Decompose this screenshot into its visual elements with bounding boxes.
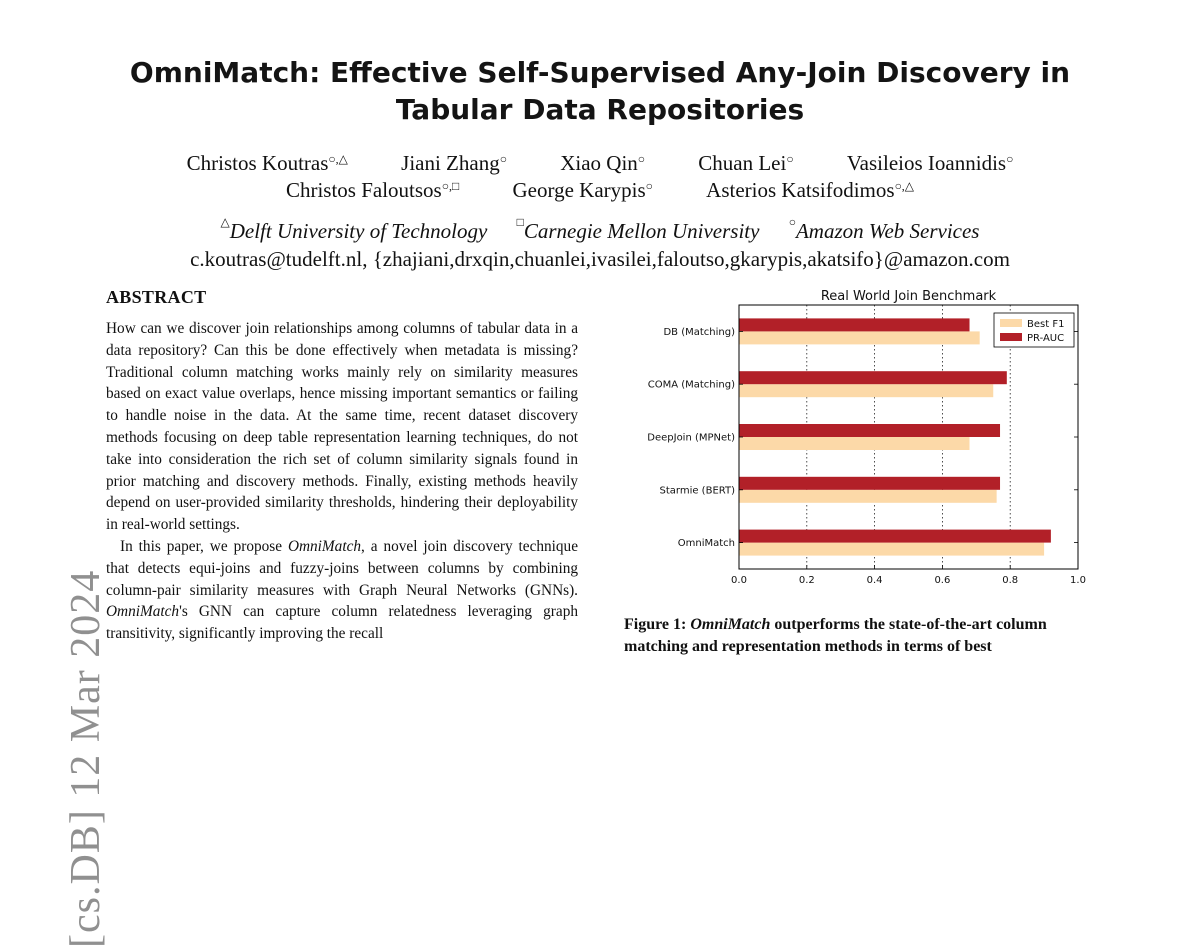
author: Asterios Katsifodimos○,△ bbox=[706, 178, 915, 202]
legend-swatch bbox=[1000, 319, 1022, 327]
abstract-paragraph-1: How can we discover join relationships among columns of tabular data in a data repository? Can this be done effectively when metadata is missing? Traditional column matching works mainly rely on similarity measures based on exact value overlaps, hence missing important semantics or failing to handle noise in the data. At the same time, recent dataset discovery methods focusing on deep table representation learning techniques, do not take into consideration the rich set of column similarity signals found in prior matching and discovery methods. Finally, existing methods heavily depend on user-provided similarity thresholds, hindering their deployability in real-world settings. bbox=[106, 320, 578, 534]
paper-title bbox=[80, 54, 1120, 128]
bar-best-f1 bbox=[739, 543, 1044, 556]
author: Chuan Lei○ bbox=[698, 151, 794, 175]
y-tick-label: Starmie (BERT) bbox=[659, 485, 735, 497]
x-tick-label: 0.6 bbox=[934, 575, 951, 586]
affiliation: □Carnegie Mellon University bbox=[516, 215, 760, 243]
legend-label: Best F1 bbox=[1027, 319, 1065, 330]
bar-pr-auc bbox=[739, 318, 970, 331]
arxiv-stamp-text: [cs.DB] 12 Mar 2024 bbox=[63, 569, 109, 948]
bar-pr-auc bbox=[739, 530, 1051, 543]
author: Christos Faloutsos○,□ bbox=[285, 178, 460, 202]
bar-pr-auc bbox=[739, 424, 1000, 437]
authors-row-2 bbox=[60, 177, 1140, 203]
abstract-heading: ABSTRACT bbox=[106, 287, 207, 307]
bar-pr-auc bbox=[739, 477, 1000, 490]
bar-best-f1 bbox=[739, 437, 970, 450]
abstract-paragraph-2: In this paper, we propose OmniMatch, a novel join discovery technique that detects equi-joins and fuzzy-joins between columns by combining column-pair similarity measures with Graph Neural Networks (GNNs). OmniMatch's GNN can capture column relatedness leveraging graph transitivity, significantly improving the recall bbox=[106, 537, 578, 643]
bar-best-f1 bbox=[739, 490, 997, 503]
author-emails: c.koutras@tudelft.nl, {zhajiani,drxqin,chuanlei,ivasilei,faloutso,gkarypis,akatsifo}@amazon.com bbox=[190, 247, 1010, 271]
bar-best-f1 bbox=[739, 384, 993, 397]
y-tick-label: DeepJoin (MPNet) bbox=[647, 432, 735, 444]
title-line-1: OmniMatch: Effective Self-Supervised Any-Join Discovery in bbox=[129, 56, 1071, 89]
affiliation: △Delft University of Technology bbox=[220, 215, 488, 243]
author: Xiao Qin○ bbox=[560, 151, 646, 175]
author: Christos Koutras○,△ bbox=[186, 151, 348, 175]
y-tick-label: OmniMatch bbox=[677, 538, 735, 550]
legend-label: PR-AUC bbox=[1027, 333, 1065, 344]
legend-swatch bbox=[1000, 333, 1022, 341]
author: Jiani Zhang○ bbox=[401, 151, 507, 175]
chart-title: Real World Join Benchmark bbox=[820, 289, 997, 304]
benchmark-bar-chart bbox=[600, 284, 1100, 594]
authors-row-1 bbox=[60, 150, 1140, 176]
author: Vasileios Ioannidis○ bbox=[846, 151, 1014, 175]
author: George Karypis○ bbox=[512, 178, 653, 202]
bar-best-f1 bbox=[739, 331, 980, 344]
bar-pr-auc bbox=[739, 371, 1007, 384]
x-tick-label: 1.0 bbox=[1070, 575, 1086, 586]
x-tick-label: 0.0 bbox=[731, 575, 747, 586]
affiliations bbox=[60, 215, 1140, 244]
x-tick-label: 0.8 bbox=[1002, 575, 1019, 586]
y-tick-label: COMA (Matching) bbox=[647, 379, 735, 391]
x-tick-label: 0.2 bbox=[798, 575, 815, 586]
affiliation: ○Amazon Web Services bbox=[788, 215, 980, 243]
y-tick-label: DB (Matching) bbox=[663, 326, 735, 338]
x-tick-label: 0.4 bbox=[866, 575, 883, 586]
abstract-body bbox=[106, 318, 578, 645]
title-line-2: Tabular Data Repositories bbox=[395, 93, 805, 126]
figure-caption: Figure 1: OmniMatch outperforms the state-of-the-art column matching and representation methods in terms of best bbox=[624, 616, 1047, 655]
arxiv-stamp bbox=[14, 300, 109, 948]
